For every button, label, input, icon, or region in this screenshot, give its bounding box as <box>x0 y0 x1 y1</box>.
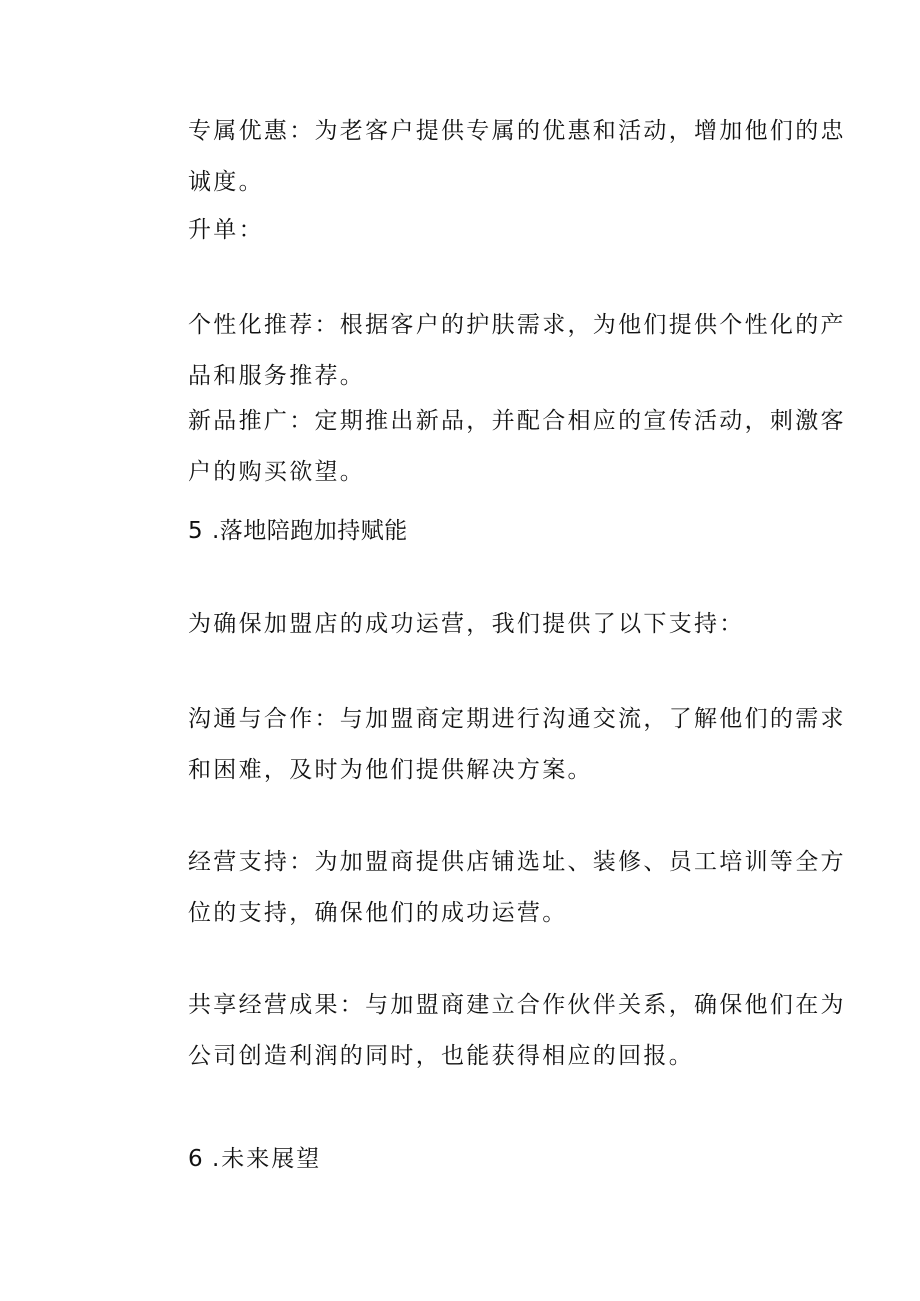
section-heading-5 <box>188 516 408 546</box>
paragraph-shared-results <box>188 980 846 1082</box>
paragraph-exclusive-offer <box>188 106 846 208</box>
section-number: 6 <box>188 1146 205 1172</box>
paragraph-new-product <box>188 396 846 498</box>
section-number: 5 <box>188 518 204 544</box>
text-line: 升单： <box>188 217 264 243</box>
text-line: 共享经营成果：与加盟商建立合作伙伴关系，确保他们在为 <box>188 992 846 1018</box>
section-title: .落地陪跑加持赋能 <box>212 518 408 544</box>
paragraph-personalized <box>188 300 846 402</box>
text-line: 经营支持：为加盟商提供店铺选址、装修、员工培训等全方 <box>188 849 846 875</box>
paragraph-support-intro <box>188 599 788 650</box>
text-line: 品和服务推荐。 <box>188 363 366 389</box>
text-line: 沟通与合作：与加盟商定期进行沟通交流，了解他们的需求 <box>188 706 846 732</box>
text-line: 个性化推荐：根据客户的护肤需求，为他们提供个性化的产 <box>188 312 846 338</box>
text-line: 诚度。 <box>188 169 264 195</box>
text-line: 新品推广：定期推出新品，并配合相应的宣传活动，刺激客 <box>188 408 846 434</box>
text-line: 为确保加盟店的成功运营，我们提供了以下支持： <box>188 611 745 637</box>
section-heading-6 <box>188 1144 321 1174</box>
paragraph-upsell-label <box>188 205 788 256</box>
text-line: 公司创造利润的同时，也能获得相应的回报。 <box>188 1043 694 1069</box>
paragraph-communication <box>188 694 846 796</box>
paragraph-operation-support <box>188 837 846 939</box>
text-line: 和困难，及时为他们提供解决方案。 <box>188 757 593 783</box>
section-title: .未来展望 <box>212 1146 322 1172</box>
text-line: 专属优惠：为老客户提供专属的优惠和活动，增加他们的忠 <box>188 118 846 144</box>
text-line: 位的支持，确保他们的成功运营。 <box>188 900 568 926</box>
text-line: 户的购买欲望。 <box>188 459 366 485</box>
